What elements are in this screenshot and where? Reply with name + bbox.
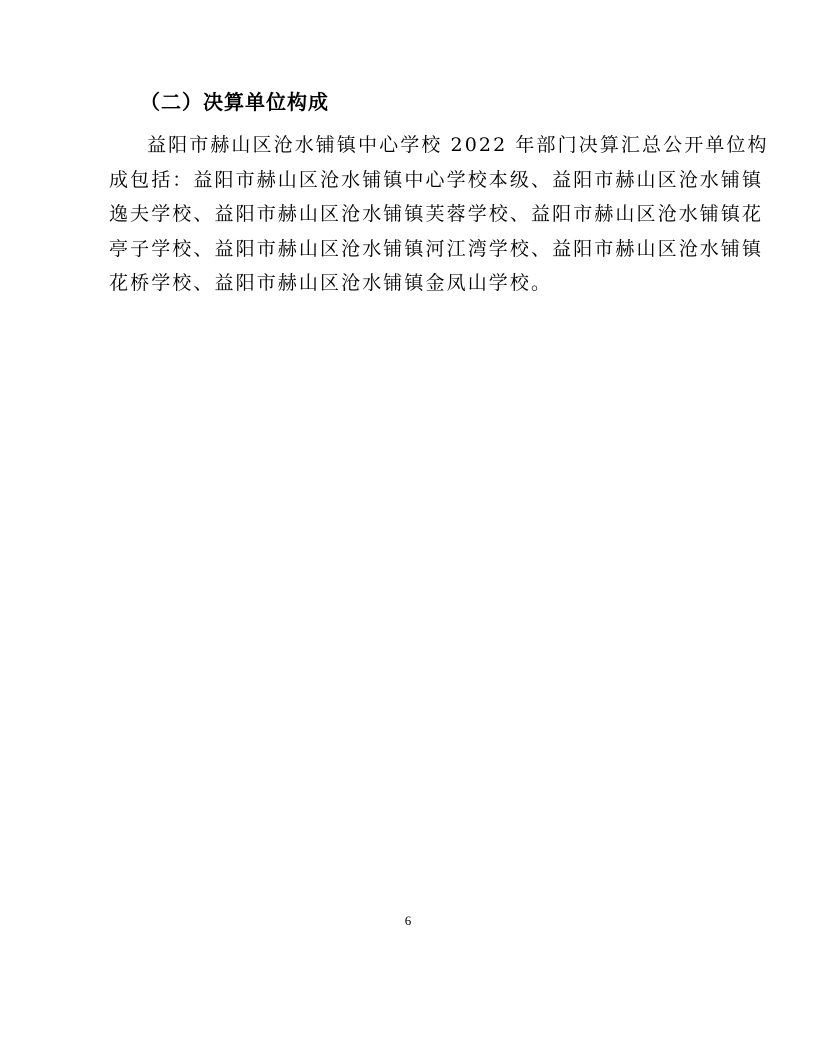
paragraph-line: 逸夫学校、益阳市赫山区沧水铺镇芙蓉学校、益阳市赫山区沧水铺镇花	[109, 203, 764, 225]
page-number: 6	[404, 913, 412, 928]
paragraph-line: 亭子学校、益阳市赫山区沧水铺镇河江湾学校、益阳市赫山区沧水铺镇	[109, 237, 764, 260]
paragraph-line: 成包括：益阳市赫山区沧水铺镇中心学校本级、益阳市赫山区沧水铺镇	[109, 168, 764, 191]
section-paragraph	[109, 128, 769, 301]
section-heading: （二）决算单位构成	[140, 90, 329, 114]
paragraph-line: 益阳市赫山区沧水铺镇中心学校 2022 年部门决算汇总公开单位构	[147, 134, 769, 156]
paragraph-line: 花桥学校、益阳市赫山区沧水铺镇金凤山学校。	[109, 272, 553, 294]
